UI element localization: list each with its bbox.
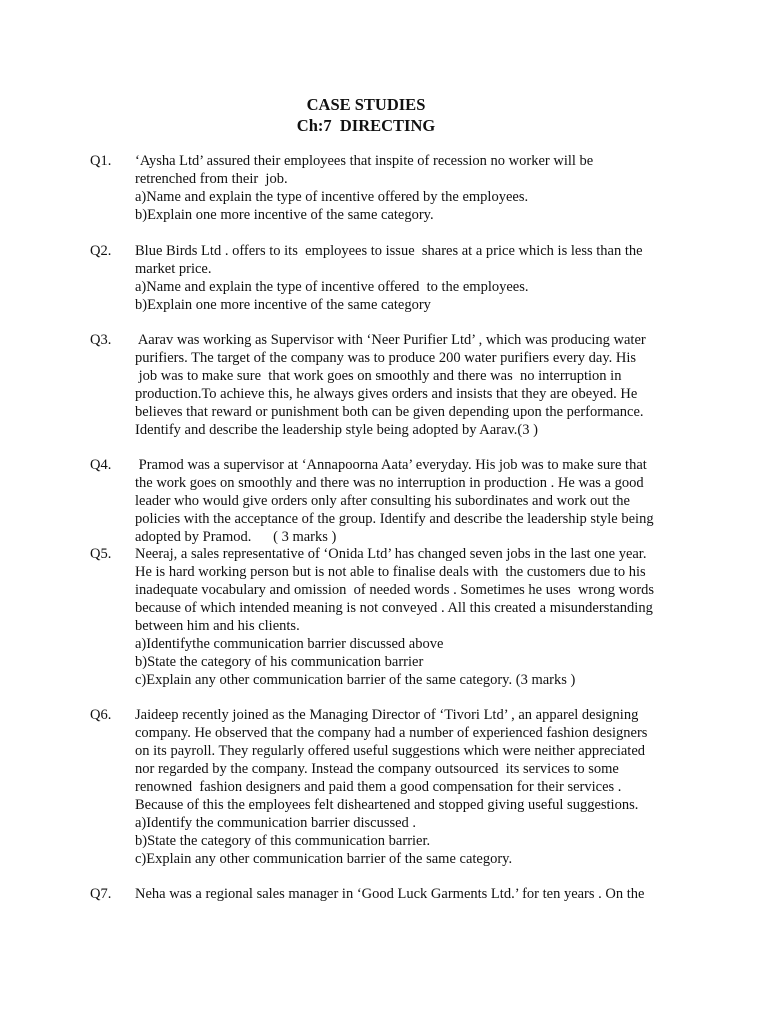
question-line: between him and his clients. [135,618,300,634]
question-number: Q3. [90,332,112,348]
question-block [90,885,690,903]
document-title: CASE STUDIES [306,95,426,114]
question-number: Q5. [90,546,112,562]
question-line: Identify and describe the leadership style being adopted by Aarav.(3 ) [135,422,538,438]
question-line: market price. [135,261,212,277]
question-line: c)Explain any other communication barrier of the same category. [135,851,513,867]
question-line: on its payroll. They regularly offered useful suggestions which were neither appreciated [135,743,646,759]
question-block [90,242,690,314]
question-line: because of which intended meaning is not conveyed . All this created a misunderstanding [135,600,653,616]
question-line: b)State the category of his communication barrier [135,654,424,670]
question-line: ‘Aysha Ltd’ assured their employees that inspite of recession no worker will be [135,153,594,169]
question-line: Blue Birds Ltd . offers to its employees to issue shares at a price which is less than the [135,243,643,259]
question-line: nor regarded by the company. Instead the company outsourced its services to some [135,761,619,777]
question-line: He is hard working person but is not able to finalise deals with the customers due to his [135,564,646,580]
question-line: production.To achieve this, he always gives orders and insists that they are obeyed. He [135,386,638,402]
question-block [90,331,690,439]
question-line: Neha was a regional sales manager in ‘Good Luck Garments Ltd.’ for ten years . On the [135,886,645,902]
question-block [90,456,690,546]
question-line: the work goes on smoothly and there was no interruption in production . He was a good [135,475,644,491]
question-line: a)Identifythe communication barrier discussed above [135,636,444,652]
question-line: a)Name and explain the type of incentive offered by the employees. [135,189,529,205]
question-number: Q6. [90,707,112,723]
chapter-heading: Ch:7 DIRECTING [296,116,436,135]
question-text [135,242,695,314]
question-line: purifiers. The target of the company was to produce 200 water purifiers every day. His [135,350,637,366]
question-block [90,152,690,224]
question-line: a)Name and explain the type of incentive offered to the employees. [135,279,529,295]
question-text [135,456,695,546]
question-line: company. He observed that the company had a number of experienced fashion designers [135,725,648,741]
question-text [135,152,695,224]
question-line: Neeraj, a sales representative of ‘Onida Ltd’ has changed seven jobs in the last one year. [135,546,647,562]
question-line: Because of this the employees felt disheartened and stopped giving useful suggestions. [135,797,639,813]
question-text [135,331,695,439]
question-line: b)Explain one more incentive of the same category. [135,207,434,223]
question-text [135,706,695,868]
question-number: Q4. [90,457,112,473]
question-line: renowned fashion designers and paid them a good compensation for their services . [135,779,622,795]
question-line: a)Identify the communication barrier discussed . [135,815,417,831]
question-text [135,545,695,689]
question-line: b)State the category of this communication barrier. [135,833,431,849]
question-line: b)Explain one more incentive of the same category [135,297,431,313]
question-line: retrenched from their job. [135,171,288,187]
question-block [90,706,690,868]
question-number: Q7. [90,886,112,902]
question-line: leader who would give orders only after consulting his subordinates and work out the [135,493,630,509]
question-line: job was to make sure that work goes on smoothly and there was no interruption in [135,368,622,384]
question-line: Pramod was a supervisor at ‘Annapoorna Aata’ everyday. His job was to make sure that [135,457,647,473]
question-line: believes that reward or punishment both can be given depending upon the performance. [135,404,644,420]
question-line: policies with the acceptance of the group. Identify and describe the leadership style being [135,511,654,527]
question-text [135,885,695,903]
question-number: Q1. [90,153,112,169]
question-line: Aarav was working as Supervisor with ‘Neer Purifier Ltd’ , which was producing water [135,332,646,348]
question-line: Jaideep recently joined as the Managing Director of ‘Tivori Ltd’ , an apparel designing [135,707,639,723]
question-line: c)Explain any other communication barrier of the same category. (3 marks ) [135,672,576,688]
question-line: adopted by Pramod. ( 3 marks ) [135,529,337,545]
question-line: inadequate vocabulary and omission of needed words . Sometimes he uses wrong words [135,582,655,598]
question-number: Q2. [90,243,112,259]
question-block [90,545,690,689]
